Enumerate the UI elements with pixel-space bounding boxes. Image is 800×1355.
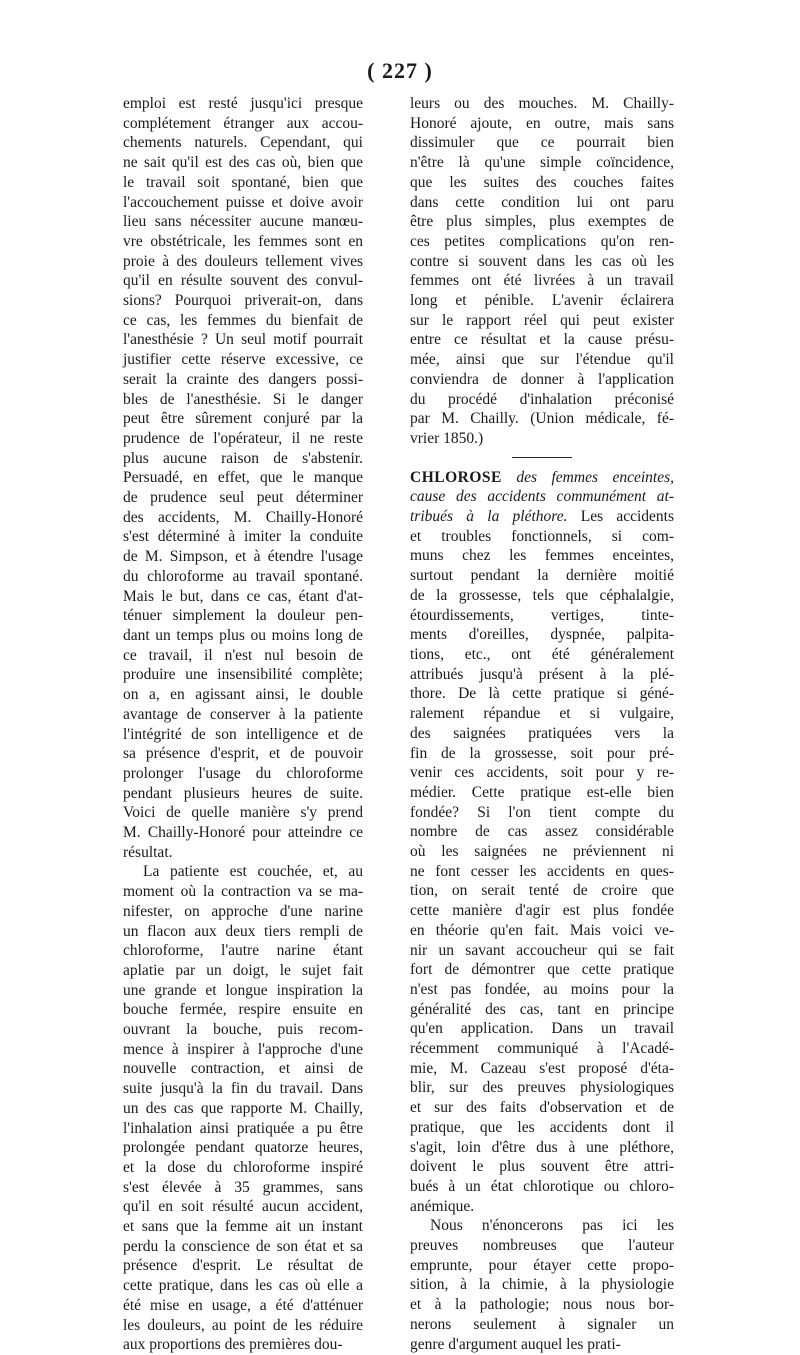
text-line: qu'en application. Dans un travail: [410, 1020, 674, 1038]
text-line: s'est déterminé à imiter la conduite: [123, 528, 363, 546]
text-line: prudence de l'opérateur, il ne reste: [123, 429, 363, 447]
text-line: s'est élevée à 35 grammes, sans: [123, 1178, 363, 1196]
text-line: ténuer simplement la douleur pen-: [123, 607, 363, 625]
text-line: leurs ou des mouches. M. Chailly-: [410, 95, 674, 112]
text-line: l'intégrité de son intelligence et de: [123, 725, 363, 743]
text-line: Honoré ajoute, en outre, mais sans: [410, 114, 674, 132]
text-line: peut être sûrement conjuré par la: [123, 410, 363, 428]
text-line: venir ces accidents, soit pour y re-: [410, 764, 674, 782]
text-line: bles de l'anesthésie. Si le danger: [123, 390, 363, 408]
text-line: prolonger l'usage du chloroforme: [123, 764, 363, 782]
text-line: doivent le plus souvent être attri-: [410, 1158, 674, 1176]
text-line: et la dose du chloroforme inspiré: [123, 1158, 363, 1176]
text-line: surtout pendant la dernière moitié: [410, 567, 674, 585]
text-line: fin de la grossesse, soit pour pré-: [410, 744, 674, 762]
text-line: blir, sur des preuves physiologiques: [410, 1079, 674, 1097]
section-separator: [512, 457, 572, 458]
text-line: fort de démontrer que cette pratique: [410, 961, 674, 979]
text-line: Voici de quelle manière s'y prend: [123, 804, 363, 822]
text-line: l'accouchement puisse et doive avoir: [123, 193, 363, 211]
text-line: le travail soit spontané, bien que: [123, 173, 363, 191]
text-line: qu'il en soit résulté aucun accident,: [123, 1198, 363, 1216]
text-line: vre obstétricale, les femmes sont en: [123, 232, 363, 250]
text-line: de la grossesse, tels que céphalalgie,: [410, 586, 674, 604]
right-paragraph-2: [410, 527, 674, 1217]
page-number: ( 227 ): [367, 58, 433, 83]
text-line: Mais le but, dans ce cas, étant d'at-: [123, 587, 363, 605]
text-line: nerons seulement à signaler un: [410, 1315, 674, 1333]
text-line: dant un temps plus ou moins long de: [123, 626, 363, 644]
text-line: entre ce résultat et la cause présu-: [410, 331, 674, 349]
left-paragraph-2: [123, 862, 363, 1355]
text-line: produire une insensibilité complète;: [123, 666, 363, 684]
text-line: ouvrant la bouche, puis recom-: [123, 1021, 363, 1039]
right-column: [410, 94, 674, 1354]
text-line: aplatie par un doigt, le sujet fait: [123, 961, 363, 979]
heading-italic-2: cause des accidents communément at-: [410, 488, 674, 506]
text-line: contre si souvent dans les cas où les: [410, 252, 674, 270]
text-line: Persuadé, en effet, que le manque: [123, 469, 363, 487]
text-line: et troubles fonctionnels, si com-: [410, 527, 674, 545]
text-line: bouche fermée, respire ensuite en: [123, 1001, 363, 1019]
text-line: nir un savant accoucheur qui se fait: [410, 941, 674, 959]
heading-line-1: [410, 468, 674, 488]
text-line: pendant plusieurs heures de suite.: [123, 784, 363, 802]
text-line: l'anesthésie ? Un seul motif pourrait: [123, 331, 363, 349]
text-line: des saignées pratiquées vers la: [410, 724, 674, 742]
text-line: qu'il en résulte souvent des convul-: [123, 272, 363, 290]
text-line: ces petites complications qu'on ren-: [410, 232, 674, 250]
text-line: bués à un état chlorotique ou chloro-: [410, 1177, 674, 1195]
text-line: aux proportions des premières dou-: [123, 1336, 343, 1354]
text-line: mie, M. Cazeau s'est proposé d'éta-: [410, 1059, 674, 1077]
text-line: et sans que la femme ait un instant: [123, 1218, 363, 1236]
text-line: des accidents, M. Chailly-Honoré: [123, 508, 363, 526]
text-line: plus aucune raison de s'abstenir.: [123, 449, 363, 467]
text-line: dissimuler que ce pourrait bien: [410, 134, 674, 152]
text-line: ments d'oreilles, dyspnée, palpita-: [410, 626, 674, 644]
text-line: où les saignées ne préviennent ni: [410, 843, 674, 861]
text-line: un des cas que rapporte M. Chailly,: [123, 1099, 363, 1117]
text-line: nouvelle contraction, et ainsi de: [123, 1060, 363, 1078]
text-line: sition, à la chimie, à la physiologie: [410, 1276, 674, 1294]
text-line: nombre de cas assez considérable: [410, 823, 674, 841]
text-line: les douleurs, au point de les réduire: [123, 1316, 363, 1334]
text-line: lieu sans nécessiter aucune manœu-: [123, 213, 363, 231]
right-paragraph-3: [410, 1216, 674, 1354]
text-line: nifester, on approche d'une narine: [123, 902, 363, 920]
text-line: on a, en agissant ainsi, le double: [123, 686, 363, 704]
text-line: long et pénible. L'avenir éclairera: [410, 292, 674, 310]
text-line: dans cette condition lui ont paru: [410, 193, 674, 211]
text-line: et à la pathologie; nous nous bor-: [410, 1296, 674, 1314]
text-line: attribués jusqu'à présent à la plé-: [410, 665, 674, 683]
text-line: résultat.: [123, 843, 173, 861]
text-line: femmes ont été livrées à un travail: [410, 272, 674, 290]
text-line: de prudence seul peut déterminer: [123, 489, 363, 507]
text-line: du chloroforme au travail spontané.: [123, 567, 363, 585]
text-line: chements naturels. Cependant, qui: [123, 134, 363, 152]
text-line: ne font cesser les accidents en ques-: [410, 862, 674, 880]
text-line: présence d'esprit. Le résultat de: [123, 1257, 363, 1275]
heading-italic-1: des femmes enceintes,: [516, 468, 674, 486]
text-line: La patiente est couchée, et, au: [143, 863, 363, 881]
text-line: avantage de conserver à la patiente: [123, 705, 363, 723]
heading-line-3: [410, 507, 674, 527]
text-line: pratique, que les accidents dont il: [410, 1118, 674, 1136]
text-line: tion, on serait tenté de croire que: [410, 882, 674, 900]
text-line: n'être là qu'une simple coïncidence,: [410, 154, 674, 172]
text-line: l'inhalation ainsi pratiquée a pu être: [123, 1119, 363, 1137]
text-line: chloroforme, l'autre narine étant: [123, 942, 363, 960]
text-line: tions, etc., ont été généralement: [410, 645, 674, 663]
text-line: sur le rapport réel qui peut exister: [410, 311, 674, 329]
text-line: sions? Pourquoi priverait-on, dans: [123, 292, 363, 310]
text-line: être plus simples, plus exemptes de: [410, 213, 674, 231]
text-line: ce cas, les femmes du bienfait de: [123, 311, 363, 329]
text-line: ce travail, il n'est nul besoin de: [123, 646, 363, 664]
text-line: récemment communiqué à l'Acadé-: [410, 1040, 674, 1058]
text-line: thore. De là cette pratique si géné-: [410, 685, 674, 703]
text-line: suite jusqu'à la fin du travail. Dans: [123, 1080, 363, 1098]
text-line: mence à inspirer à l'approche d'une: [123, 1040, 363, 1058]
text-line: genre d'argument auquel les prati-: [410, 1335, 621, 1353]
text-line: justifier cette réserve excessive, ce: [123, 351, 363, 369]
text-line: M. Chailly-Honoré pour atteindre ce: [123, 824, 363, 842]
text-line: cette manière d'agir est plus fondée: [410, 902, 674, 920]
heading-italic-3: tribués à la pléthore.: [410, 508, 568, 526]
text-line: que les suites des couches faites: [410, 173, 674, 191]
heading-rest-3: Les accidents: [580, 508, 675, 526]
text-line: perdu la conscience de son état et sa: [123, 1237, 363, 1255]
text-line: proie à des douleurs tellement vives: [123, 252, 363, 270]
left-paragraph-1: [123, 94, 363, 862]
text-line: muns chez les femmes enceintes,: [410, 547, 674, 565]
text-line: conviendra de donner à l'application: [410, 370, 674, 388]
text-line: été mise en usage, a été d'atténuer: [123, 1296, 363, 1314]
text-line: s'agit, loin d'être dus à une pléthore,: [410, 1138, 674, 1156]
text-line: emploi est resté jusqu'ici presque: [123, 95, 363, 112]
text-line: en théorie qu'en fait. Mais voici ve-: [410, 921, 674, 939]
text-line: ralement répandue et si vulgaire,: [410, 705, 674, 723]
heading-caps: CHLOROSE: [410, 468, 502, 486]
text-line: moment où la contraction va se ma-: [123, 883, 363, 901]
text-line: fondée? Si l'on tient compte du: [410, 803, 674, 821]
text-line: une grande et longue inspiration la: [123, 981, 363, 999]
text-line: du procédé d'inhalation préconisé: [410, 390, 674, 408]
text-line: et sur des faits d'observation et de: [410, 1099, 674, 1117]
text-line: preuves nombreuses que l'auteur: [410, 1237, 674, 1255]
text-line: sa présence d'esprit, et de pouvoir: [123, 745, 363, 763]
text-line: complétement étranger aux accou-: [123, 114, 363, 132]
text-line: médier. Cette pratique est-elle bien: [410, 783, 674, 801]
heading-line-2: [410, 487, 674, 507]
text-line: étourdissements, vertiges, tinte-: [410, 606, 674, 624]
right-paragraph-1: [410, 94, 674, 449]
section-heading: [410, 468, 674, 527]
text-line: un flacon aux deux tiers rempli de: [123, 922, 363, 940]
text-line: anémique.: [410, 1197, 475, 1215]
text-line: Nous n'énoncerons pas ici les: [430, 1217, 674, 1235]
text-line: cette pratique, dans les cas où elle a: [123, 1277, 363, 1295]
text-line: vrier 1850.): [410, 429, 484, 447]
left-column: [123, 94, 363, 1355]
text-line: prolongée pendant quatorze heures,: [123, 1139, 363, 1157]
text-line: ne sait qu'il est des cas où, bien que: [123, 154, 363, 172]
text-line: emprunte, pour étayer cette propo-: [410, 1256, 674, 1274]
text-line: par M. Chailly. (Union médicale, fé-: [410, 410, 674, 428]
text-line: généralité des cas, tant en principe: [410, 1000, 674, 1018]
text-line: n'est pas fondée, au moins pour la: [410, 980, 674, 998]
text-line: serait la crainte des dangers possi-: [123, 370, 363, 388]
text-line: de M. Simpson, et à étendre l'usage: [123, 548, 363, 566]
text-line: mée, ainsi que sur l'étendue qu'il: [410, 351, 674, 369]
